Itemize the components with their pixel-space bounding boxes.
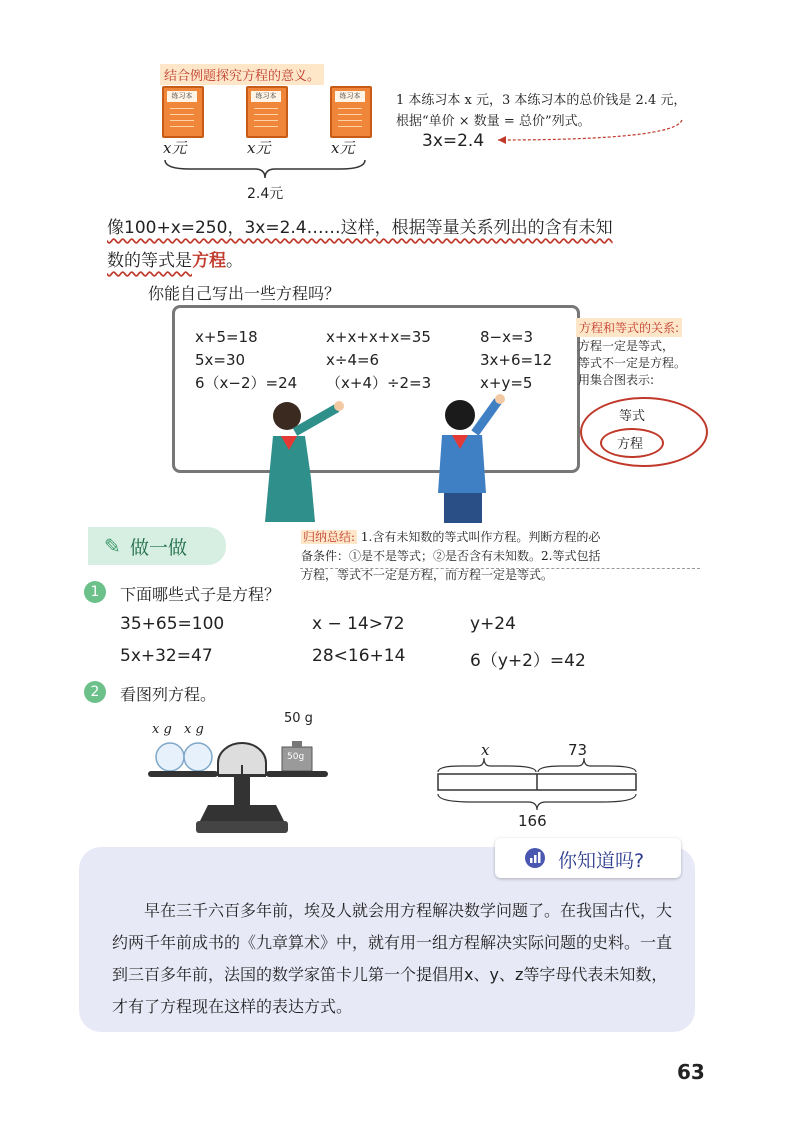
- board-equation: 6（x−2）=24: [195, 374, 298, 392]
- expression: 6（y+2）=42: [470, 651, 586, 671]
- total-price-label: 2.4元: [247, 186, 284, 202]
- summary-line-3: 方程，等式不一定是方程，而方程一定是等式。: [301, 568, 554, 582]
- book-label: 练习本: [167, 91, 197, 102]
- board-equation: 3x+6=12: [480, 351, 553, 369]
- exercise-book-1: [162, 86, 204, 138]
- practice-tab-label: 做一做: [130, 537, 188, 559]
- definition-prefix: 数的等式是: [107, 251, 192, 271]
- board-equation: x+x+x+x=35: [326, 328, 431, 346]
- venn-inner-label: 方程: [617, 437, 644, 452]
- chart-icon: [524, 847, 546, 869]
- pencil-icon: ✎: [104, 534, 121, 558]
- weight-label: 50 g: [284, 711, 313, 726]
- expression: 5x+32=47: [120, 646, 213, 666]
- did-you-know-text: 早在三千六百多年前，埃及人就会用方程解决数学问题了。在我国古代，大约两千年前成书的《九章算术》中，就有用一组方程解决实际问题的史料。一直到三百多年前，法国的数学家笛卡儿第一个提倡用x、y、z等字母代表未知数，才有了方程现在这样的表达方式。: [112, 901, 673, 1016]
- summary-line-2: 备条件：①是不是等式；②是否含有未知数。2.等式包括: [301, 549, 601, 563]
- book-price-label: x元: [247, 139, 271, 157]
- expression: 35+65=100: [120, 614, 225, 634]
- boy-student-illustration: [430, 393, 530, 523]
- exercise-book-3: [330, 86, 372, 138]
- summary-title: 归纳总结:: [303, 530, 356, 544]
- board-equation: x+5=18: [195, 328, 258, 346]
- weight-tag: 50g: [287, 752, 305, 762]
- expression: 28<16+14: [312, 646, 406, 666]
- relation-line-1: 方程一定是等式，: [578, 339, 675, 353]
- total-brace: [160, 158, 370, 180]
- question-number-2: 2: [84, 681, 106, 703]
- board-equation: （x+4）÷2=3: [326, 374, 432, 392]
- ball-weight-label-2: x g: [184, 722, 204, 737]
- definition-suffix: 。: [226, 251, 243, 271]
- page-number: 63: [677, 1060, 705, 1084]
- book-price-label: x元: [331, 139, 355, 157]
- did-you-know-title: 你知道吗?: [558, 850, 645, 872]
- segment-total-label: 166: [518, 812, 547, 830]
- board-column-2: [326, 326, 431, 395]
- definition-line-2: [107, 246, 243, 271]
- segment-73-label: 73: [568, 741, 588, 759]
- relation-title: 方程和等式的关系:: [576, 318, 682, 337]
- explanation-line-2: 根据“单价 × 数量 = 总价”列式。: [396, 114, 591, 129]
- relation-line-2: 等式不一定是方程。: [578, 356, 687, 370]
- board-column-3: [480, 326, 552, 395]
- book-label: 练习本: [335, 91, 365, 102]
- venn-outer-label: 等式: [619, 409, 646, 424]
- board-equation: x÷4=6: [326, 351, 380, 369]
- summary-line-1: 1.含有未知数的等式叫作方程。判断方程的必: [360, 530, 601, 544]
- exercise-book-2: [246, 86, 288, 138]
- segment-x-label: x: [481, 741, 490, 759]
- term-equation: 方程: [192, 251, 226, 271]
- question-number-1: 1: [84, 581, 106, 603]
- explanation-line-1: 1 本练习本 x 元，3 本练习本的总价钱是 2.4 元，: [396, 93, 687, 108]
- girl-student-illustration: [255, 398, 365, 522]
- question-1-text: 下面哪些式子是方程？: [120, 585, 281, 604]
- definition-line-1: [107, 213, 613, 238]
- ball-weight-label-1: x g: [152, 722, 172, 737]
- summary-divider: [300, 568, 700, 569]
- segment-diagram: [432, 756, 644, 812]
- expression: x − 14>72: [312, 614, 405, 634]
- expression: y+24: [470, 614, 516, 634]
- prompt-question: 你能自己写出一些方程吗？: [148, 284, 341, 303]
- example-equation: 3x=2.4: [422, 131, 485, 151]
- balance-scale-illustration: [148, 735, 338, 838]
- book-price-label: x元: [163, 139, 187, 157]
- definition-text: 像100+x=250，3x=2.4……这样，根据等量关系列出的含有未知: [107, 218, 613, 238]
- example-highlight-title: 结合例题探究方程的意义。: [160, 64, 324, 85]
- relation-line-3: 用集合图表示:: [578, 373, 655, 387]
- summary-note: [301, 528, 696, 585]
- board-equation: 5x=30: [195, 351, 246, 369]
- relation-notes: [578, 338, 686, 389]
- board-column-1: [195, 326, 297, 395]
- board-equation: 8−x=3: [480, 328, 534, 346]
- question-2-text: 看图列方程。: [120, 685, 217, 704]
- book-label: 练习本: [251, 91, 281, 102]
- pointer-arrow: [490, 118, 690, 150]
- board-equation: x+y=5: [480, 374, 533, 392]
